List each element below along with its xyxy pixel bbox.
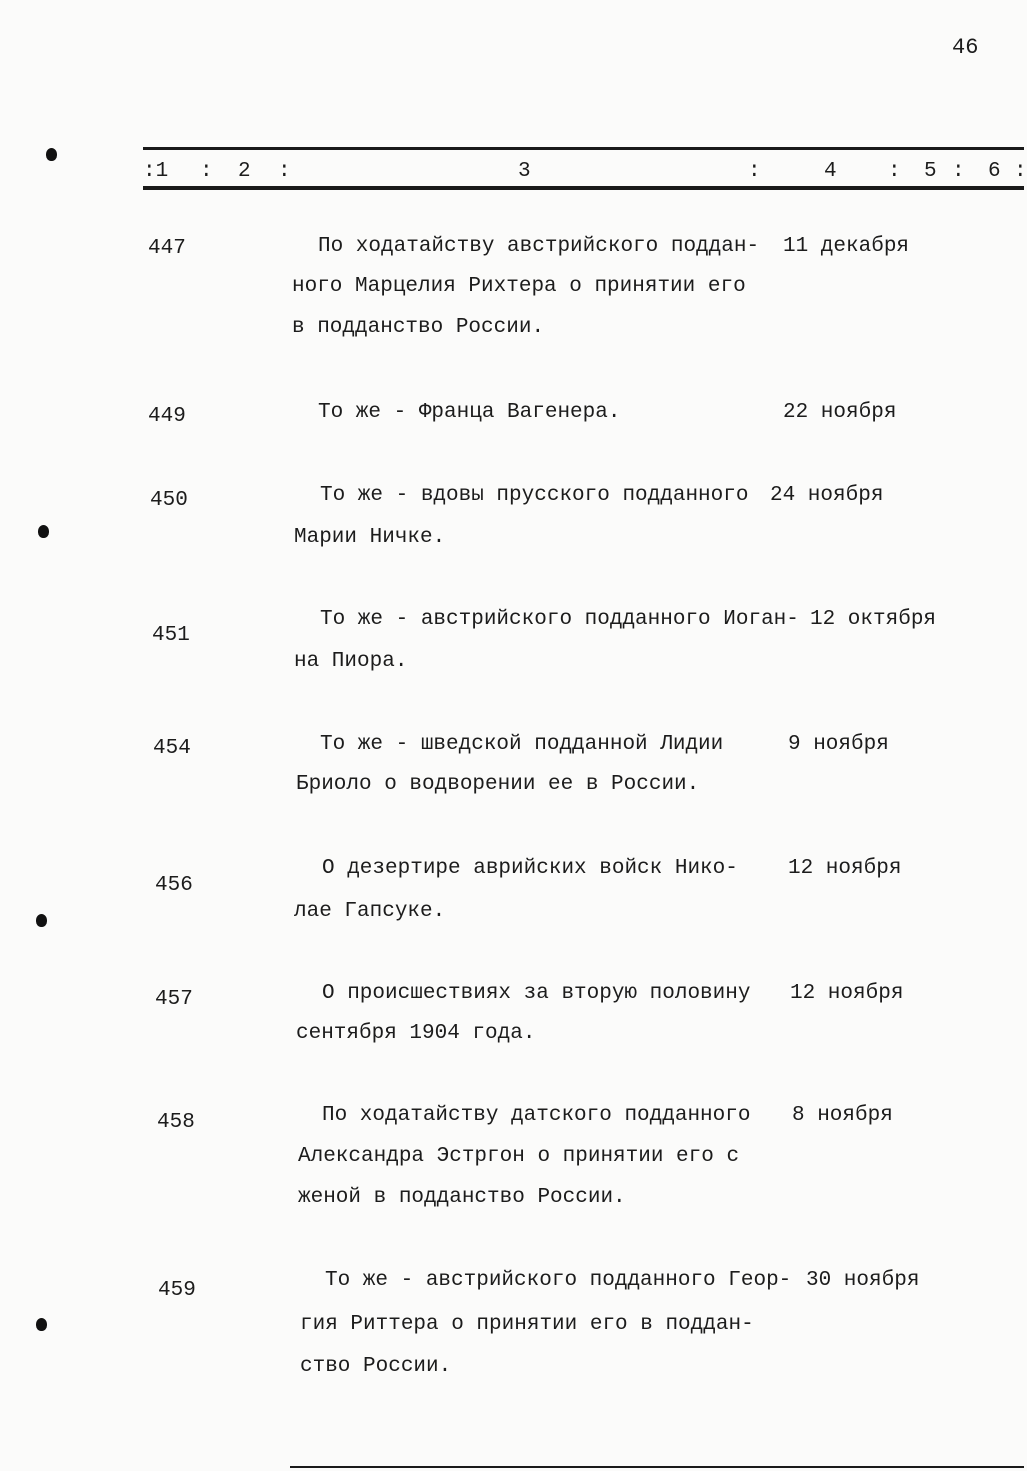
entry-number: 451	[152, 624, 190, 647]
header-top-rule	[143, 147, 1024, 150]
entry-number: 459	[158, 1279, 196, 1302]
entry-text-line: То же - вдовы прусского подданного	[320, 484, 749, 507]
entry-text-line: О дезертире аврийских войск Нико-	[322, 857, 738, 880]
column-header-5: 5	[924, 160, 937, 183]
entry-date: 24 ноября	[770, 484, 884, 507]
column-separator: :	[888, 160, 901, 183]
entry-text-line: По ходатайству австрийского поддан-	[318, 235, 760, 258]
entry-number: 458	[157, 1111, 195, 1134]
header-bottom-rule	[143, 186, 1024, 190]
entry-text-line: ство России.	[300, 1355, 452, 1378]
column-header-1: :1	[143, 160, 169, 183]
entry-text-line: Бриоло о водворении ее в России.	[296, 773, 700, 796]
column-separator: :	[200, 160, 213, 183]
column-header-2: 2	[238, 160, 251, 183]
entry-text-line: лае Гапсуке.	[294, 900, 446, 923]
entry-number: 447	[148, 237, 186, 260]
punch-hole-mark	[36, 914, 47, 927]
entry-date: 12 октября	[810, 608, 937, 631]
column-header-6: 6	[988, 160, 1001, 183]
entry-text-line: ного Марцелия Рихтера о принятии его	[292, 275, 746, 298]
entry-date: 9 ноября	[788, 733, 889, 756]
entry-number: 449	[148, 405, 186, 428]
entry-number: 456	[155, 874, 193, 897]
column-separator: :	[748, 160, 761, 183]
entry-number: 457	[155, 988, 193, 1011]
column-header-4: 4	[824, 160, 837, 183]
entry-text-line: О происшествиях за вторую половину	[322, 982, 751, 1005]
entry-date: 22 ноября	[783, 401, 897, 424]
punch-hole-mark	[38, 525, 49, 538]
entry-text-line: То же - шведской подданной Лидии	[320, 733, 724, 756]
entry-text-line: По ходатайству датского подданного	[322, 1104, 751, 1127]
column-separator: :	[1014, 160, 1027, 183]
punch-hole-mark	[36, 1318, 47, 1331]
entry-date: 8 ноября	[792, 1104, 893, 1127]
entry-date: 12 ноября	[790, 982, 904, 1005]
entry-text-line: То же - австрийского подданного Иоган-	[320, 608, 799, 631]
punch-hole-mark	[46, 148, 57, 161]
page-number: 46	[952, 35, 979, 60]
bottom-rule	[290, 1466, 1024, 1468]
entry-text-line: на Пиора.	[294, 650, 408, 673]
entry-text-line: гия Риттера о принятии его в поддан-	[300, 1313, 754, 1336]
entry-date: 11 декабря	[783, 235, 910, 258]
entry-date: 30 ноября	[806, 1269, 920, 1292]
entry-text-line: Александра Эстргон о принятии его с	[298, 1145, 740, 1168]
entry-text-line: Марии Ничке.	[294, 526, 446, 549]
entry-date: 12 ноября	[788, 857, 902, 880]
entry-number: 450	[150, 489, 188, 512]
column-header-3: 3	[518, 160, 531, 183]
entry-text-line: То же - австрийского подданного Геор-	[325, 1269, 792, 1292]
column-separator: :	[278, 160, 291, 183]
entry-number: 454	[153, 737, 191, 760]
column-separator: :	[952, 160, 965, 183]
entry-text-line: То же - Франца Вагенера.	[318, 401, 621, 424]
entry-text-line: сентября 1904 года.	[296, 1022, 536, 1045]
entry-text-line: в подданство России.	[292, 316, 545, 339]
entry-text-line: женой в подданство России.	[298, 1186, 626, 1209]
